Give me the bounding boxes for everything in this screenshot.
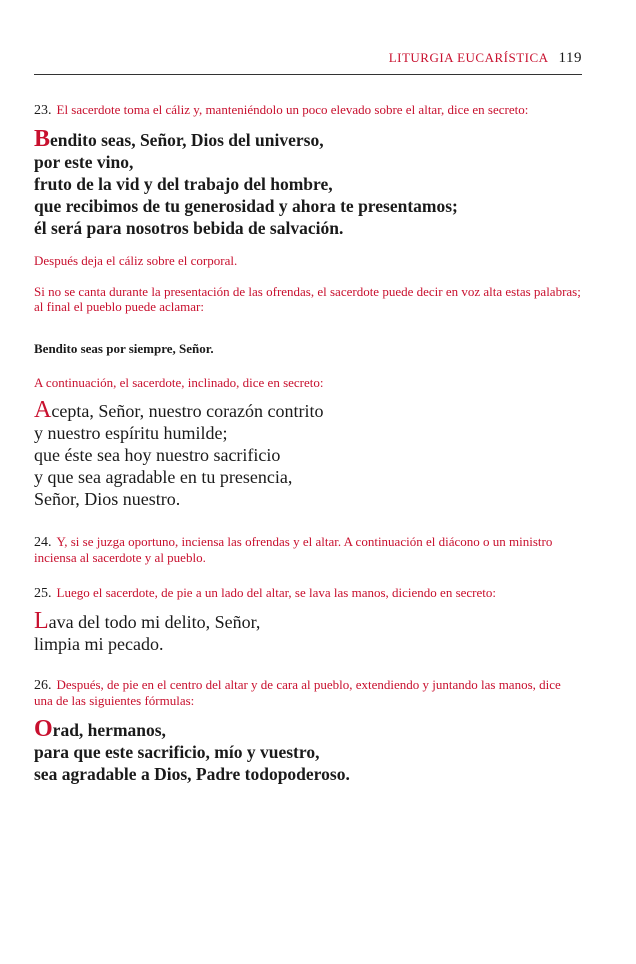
prayer-line: Orad, hermanos, — [34, 716, 166, 742]
section-number-26: 26. — [34, 678, 52, 693]
rubric-23-text: El sacerdote toma el cáliz y, manteniéndolo un poco elevado sobre el altar, dice en secreto: — [56, 102, 529, 117]
prayer-line: Señor, Dios nuestro. — [34, 489, 181, 509]
drop-initial: B — [34, 126, 51, 152]
prayer-line: sea agradable a Dios, Padre todopoderoso. — [34, 764, 350, 784]
rubric-25 — [34, 585, 582, 601]
page-body — [34, 98, 582, 785]
rubric-23 — [34, 102, 582, 118]
rubric-26 — [34, 677, 582, 708]
prayer-line: Acepta, Señor, nuestro corazón contrito — [34, 397, 324, 423]
drop-initial: O — [34, 716, 53, 742]
rubric-24-text: Y, si se juzga oportuno, inciensa las ofrendas y el altar. A continuación el diácono o un ministro inciensa al sacerdote y al pueblo. — [34, 534, 553, 565]
prayer-line: por este vino, — [34, 152, 134, 172]
page-number: 119 — [558, 50, 582, 66]
prayer-line: y nuestro espíritu humilde; — [34, 423, 228, 443]
section-number-24: 24. — [34, 535, 52, 550]
prayer-line: para que este sacrificio, mío y vuestro, — [34, 742, 320, 762]
header-rule — [34, 74, 582, 75]
prayer-line: Lava del todo mi delito, Señor, — [34, 608, 261, 634]
prayer-line: Bendito seas, Señor, Dios del universo, — [34, 126, 324, 152]
running-title: LITURGIA EUCARÍSTICA — [388, 50, 549, 65]
rubric-after: Después deja el cáliz sobre el corporal. — [34, 253, 238, 268]
section-number-25: 25. — [34, 586, 52, 601]
prayer-line: fruto de la vid y del trabajo del hombre, — [34, 174, 333, 194]
rubric-optional: Si no se canta durante la presentación de las ofrendas, el sacerdote puede decir en voz alta estas palabras; al final el pueblo puede aclamar: — [34, 284, 581, 314]
prayer-washing — [34, 610, 582, 655]
prayer-blessing-wine — [34, 128, 582, 239]
prayer-line: limpia mi pecado. — [34, 634, 164, 654]
drop-initial: L — [34, 608, 49, 634]
prayer-line: y que sea agradable en tu presencia, — [34, 467, 293, 487]
rubric-24 — [34, 534, 582, 565]
rubric-inclined: A continuación, el sacerdote, inclinado, dice en secreto: — [34, 375, 324, 390]
prayer-orate-fratres — [34, 718, 582, 785]
prayer-line: que recibimos de tu generosidad y ahora te presentamos; — [34, 196, 458, 216]
rubric-25-text: Luego el sacerdote, de pie a un lado del altar, se lava las manos, diciendo en secreto: — [56, 585, 496, 600]
rubric-26-text: Después, de pie en el centro del altar y de cara al pueblo, extendiendo y juntando las manos, dice una de las siguientes fórmulas: — [34, 677, 561, 708]
section-number-23: 23. — [34, 103, 52, 118]
people-response: Bendito seas por siempre, Señor. — [34, 341, 214, 356]
prayer-line: él será para nosotros bebida de salvación. — [34, 218, 344, 238]
prayer-line: que éste sea hoy nuestro sacrificio — [34, 445, 281, 465]
running-header — [34, 50, 582, 67]
prayer-humble-spirit — [34, 399, 582, 510]
drop-initial: A — [34, 397, 52, 423]
